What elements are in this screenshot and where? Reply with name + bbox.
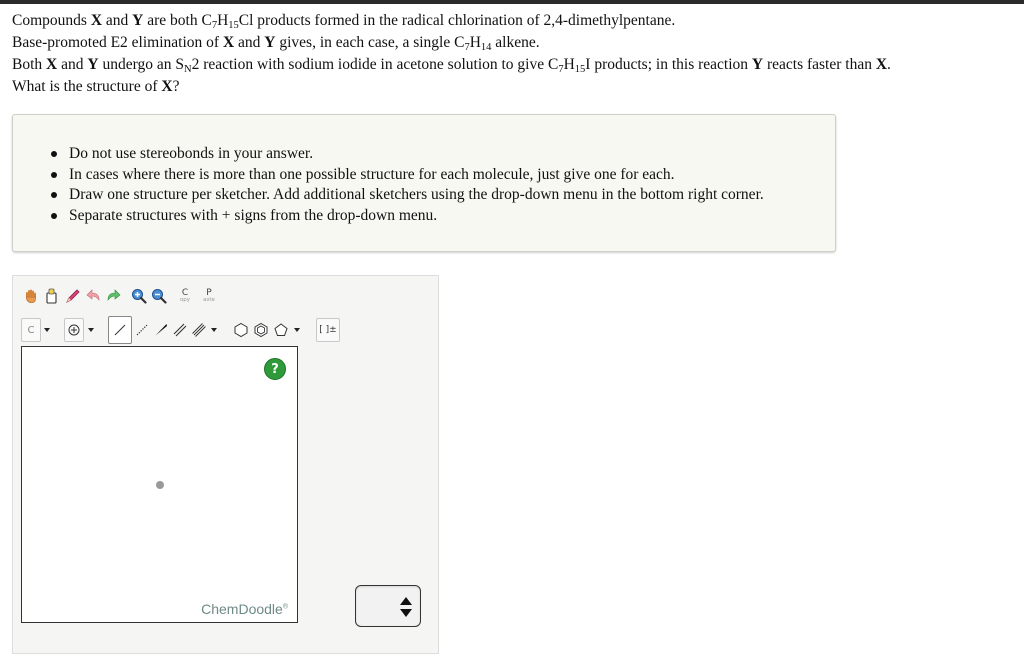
- cyclohexane-icon[interactable]: [231, 318, 251, 342]
- drawing-canvas[interactable]: [21, 346, 298, 623]
- sketcher-toolbar-bottom: [21, 316, 341, 344]
- top-border: [0, 0, 1024, 4]
- paste-label: P: [206, 287, 212, 298]
- element-dropdown-caret[interactable]: [44, 328, 50, 332]
- add-sketcher-dropdown[interactable]: [355, 585, 421, 627]
- paste-button[interactable]: [199, 284, 219, 308]
- instruction-item: Separate structures with + signs from the drop-down menu.: [51, 206, 764, 227]
- chemdoodle-sketcher: [12, 275, 439, 654]
- redo-icon[interactable]: [103, 284, 123, 308]
- zoom-out-icon[interactable]: [149, 284, 169, 308]
- cyclopentane-icon[interactable]: [271, 318, 291, 342]
- single-bond-icon[interactable]: [108, 316, 132, 344]
- zoom-in-icon[interactable]: [129, 284, 149, 308]
- wedge-bond-icon[interactable]: [151, 318, 171, 342]
- bond-dropdown-caret[interactable]: [211, 328, 217, 332]
- question-line-2: Base-promoted E2 elimination of X and Y gives, in each case, a single $C_7H_{14}$ alkene.: [12, 34, 540, 53]
- question-line-1: Compounds X and Y are both $C_7H_{15}Cl$ products formed in the radical chlorination of 2,4-dimethylpentane.: [12, 12, 676, 31]
- copy-label: C: [181, 287, 189, 298]
- sketcher-toolbar-top: [21, 284, 241, 308]
- question-text: [12, 10, 1012, 98]
- undo-icon[interactable]: [84, 284, 104, 308]
- cursor-dot: [156, 481, 164, 489]
- up-down-arrows-icon: [356, 586, 420, 626]
- instructions-box: [12, 114, 836, 252]
- triple-bond-icon[interactable]: [189, 318, 209, 342]
- question-line-4: What is the structure of X?: [12, 78, 180, 95]
- instructions-list: [51, 144, 764, 227]
- chemdoodle-logo: [201, 601, 288, 617]
- question-line-3: Both X and Y undergo an $S_N2$ reaction with sodium iodide in acetone solution to give $C_7H_{15}I$ products; in this reaction Y reacts faster than X.: [12, 56, 891, 75]
- pencil-icon[interactable]: [63, 284, 83, 308]
- instruction-item: Draw one structure per sketcher. Add additional sketchers using the drop-down menu in the bottom right corner.: [51, 185, 764, 206]
- double-bond-icon[interactable]: [170, 318, 190, 342]
- eraser-icon[interactable]: [42, 284, 62, 308]
- charge-plus-icon[interactable]: [64, 318, 84, 342]
- ring-dropdown-caret[interactable]: [294, 328, 300, 332]
- dashed-bond-icon[interactable]: [132, 318, 152, 342]
- element-selector-button[interactable]: C: [21, 318, 41, 342]
- instruction-item: In cases where there is more than one possible structure for each molecule, just give one for each.: [51, 165, 764, 186]
- instruction-item: Do not use stereobonds in your answer.: [51, 144, 764, 165]
- copy-button[interactable]: [175, 284, 195, 308]
- help-button[interactable]: ?: [264, 358, 286, 380]
- benzene-icon[interactable]: [251, 318, 271, 342]
- brand-mark: ®: [282, 603, 288, 611]
- paste-sublabel: aste: [203, 296, 215, 303]
- copy-sublabel: opy: [179, 296, 191, 303]
- hand-icon[interactable]: [21, 284, 41, 308]
- bracket-charge-button[interactable]: [ ]±: [316, 318, 340, 342]
- charge-dropdown-caret[interactable]: [88, 328, 94, 332]
- brand-text: ChemDoodle: [201, 601, 283, 617]
